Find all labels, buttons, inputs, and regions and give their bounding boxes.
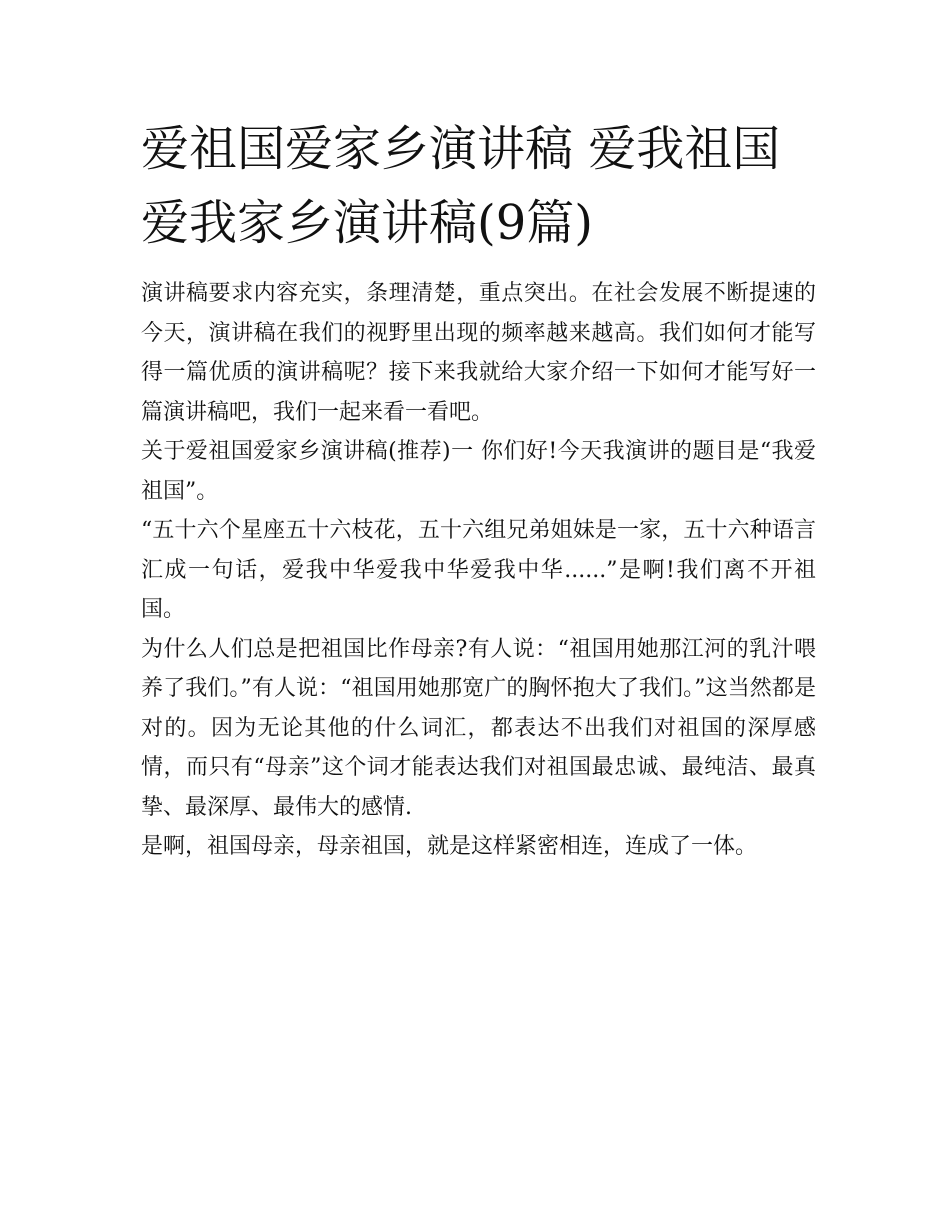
- document-title: 爱祖国爱家乡演讲稿 爱我祖国爱我家乡演讲稿(9篇): [141, 121, 781, 251]
- document-content: [141, 112, 816, 867]
- paragraph-song-quote: “五十六个星座五十六枝花，五十六组兄弟姐妹是一家，五十六种语言汇成一句话，爱我中华爱我中华爱我中华......”是啊!我们离不开祖国。: [141, 518, 816, 622]
- paragraph-intro: 演讲稿要求内容充实，条理清楚，重点突出。在社会发展不断提速的今天，演讲稿在我们的视野里出现的频率越来越高。我们如何才能写得一篇优质的演讲稿呢？接下来我就给大家介绍一下如何才能写好一篇演讲稿吧，我们一起来看一看吧。: [141, 281, 816, 425]
- document-body: [141, 274, 816, 867]
- paragraph-closing: 是啊，祖国母亲，母亲祖国，就是这样紧密相连，连成了一体。: [141, 834, 758, 859]
- paragraph-speech-opening: 关于爱祖国爱家乡演讲稿(推荐)一 你们好!今天我演讲的题目是“我爱祖国”。: [141, 439, 816, 504]
- paragraph-motherland-mother: 为什么人们总是把祖国比作母亲?有人说：“祖国用她那江河的乳汁喂养了我们。”有人说：“祖国用她那宽广的胸怀抱大了我们。”这当然都是对的。因为无论其他的什么词汇，都表达不出我们对祖国的深厚感情，而只有“母亲”这个词才能表达我们对祖国最忠诚、最纯洁、最真挚、最深厚、最伟大的感情.: [141, 636, 816, 820]
